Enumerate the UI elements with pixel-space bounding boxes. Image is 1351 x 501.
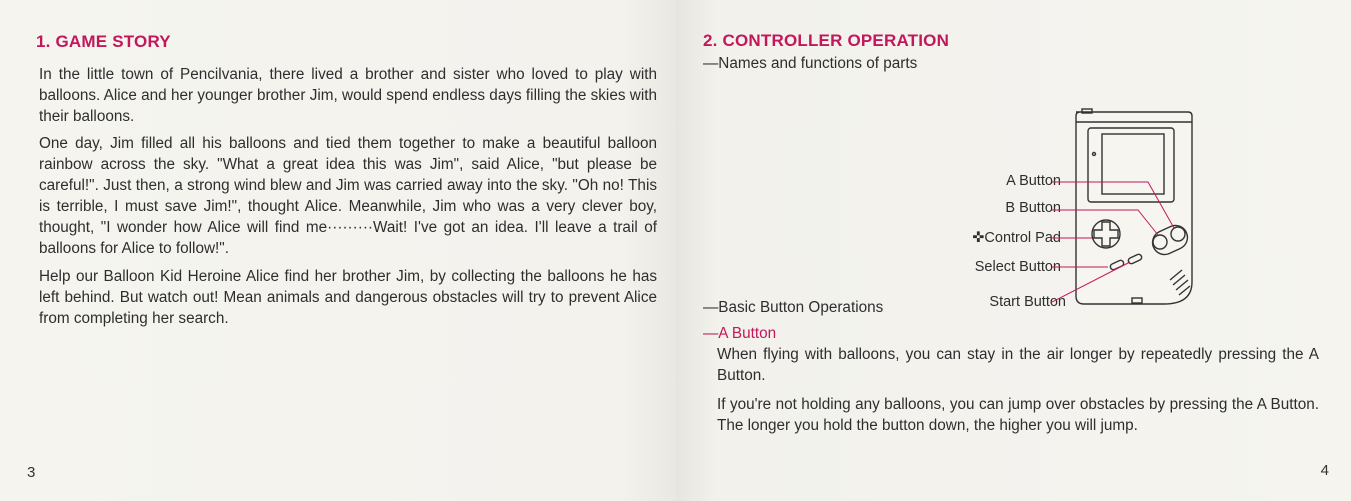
a-button-paragraph-2: If you're not holding any balloons, you can jump over obstacles by pressing the A Button. The longer you hold the button down, the higher you will jump. xyxy=(717,396,1319,434)
page-number-right: 4 xyxy=(1320,462,1329,479)
basic-operations-subheading: —Basic Button Operations xyxy=(703,299,884,316)
b-button-label: B Button xyxy=(1005,200,1061,216)
page-number-left: 3 xyxy=(27,464,36,481)
story-paragraph-1: In the little town of Pencilvania, there lived a brother and sister who loved to play with balloons. Alice and her younger brother Jim, would spend endless days filling the skies with their balloons. xyxy=(39,66,657,125)
start-button-label: Start Button xyxy=(989,294,1066,310)
controller-operation-heading: 2. CONTROLLER OPERATION xyxy=(703,31,950,50)
a-button-paragraph-1: When flying with balloons, you can stay in the air longer by repeatedly pressing the A Button. xyxy=(717,346,1319,384)
names-functions-subheading: —Names and functions of parts xyxy=(703,55,918,72)
game-boy-diagram xyxy=(1052,104,1212,309)
story-paragraph-2: One day, Jim filled all his balloons and tied them together to make a beautiful balloon rainbow across the sky. "What a great idea this was Jim", said Alice, "but please be careful!". Just then, a strong wind blew and Jim was carried away into the sky. "Oh no! This is terrible, I must save Jim!", thought Alice. Meanwhile, Jim who was a very clever boy, thought, "I wonder how Alice will find me·········Wait! I've got an idea. I'll leave a trail of balloons for Alice to follow!". xyxy=(39,135,657,257)
game-story-heading: 1. GAME STORY xyxy=(36,32,171,51)
a-button-label: A Button xyxy=(1006,173,1061,189)
control-pad-label: ✜Control Pad xyxy=(972,230,1061,246)
right-page xyxy=(676,0,1351,501)
a-button-subheading: —A Button xyxy=(703,325,777,342)
select-button-label: Select Button xyxy=(974,259,1061,275)
story-paragraph-3: Help our Balloon Kid Heroine Alice find her brother Jim, by collecting the balloons he has left behind. But watch out! Mean animals and dangerous obstacles will try to prevent Alice from completing her search. xyxy=(39,268,657,327)
